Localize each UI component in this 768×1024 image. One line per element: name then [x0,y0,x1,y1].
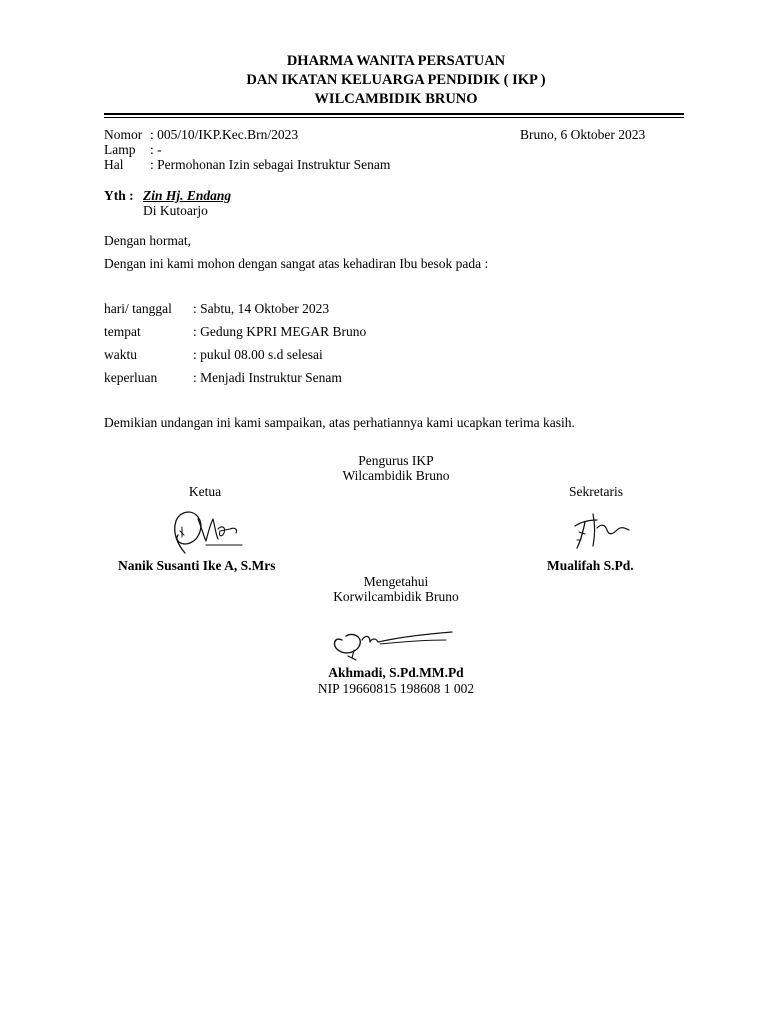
letterhead-line-2: DAN IKATAN KELUARGA PENDIDIK ( IKP ) [246,72,546,88]
letterhead-line-3: WILCAMBIDIK BRUNO [314,91,478,107]
org-line-2: Wilcambidik Bruno [342,468,450,483]
recipient-name: Zin Hj. Endang [143,188,232,203]
detail-value: : pukul 08.00 s.d selesai [193,347,323,362]
org-line-1: Pengurus IKP [358,453,434,468]
detail-value: : Sabtu, 14 Oktober 2023 [193,301,330,316]
letterhead-line-1: DHARMA WANITA PERSATUAN [286,53,506,69]
korwil-nip: NIP 19660815 198608 1 002 [317,681,475,696]
recipient-location: Di Kutoarjo [143,203,208,218]
detail-label: waktu [104,347,137,362]
salutation: Dengan hormat, [104,233,191,248]
nomor-label: Nomor [104,127,143,142]
detail-value: : Menjadi Instruktur Senam [193,370,342,385]
right-role: Sekretaris [569,484,623,499]
detail-label: hari/ tanggal [104,301,172,316]
korwil-name: Akhmadi, S.Pd.MM.Pd [328,665,464,680]
ack-line-2: Korwilcambidik Bruno [333,589,459,604]
lamp-label: Lamp [104,142,136,157]
sekretaris-name: Mualifah S.Pd. [547,558,634,573]
ack-line-1: Mengetahui [363,574,429,589]
letterhead-divider-thick [104,113,684,115]
place-date: Bruno, 6 Oktober 2023 [520,127,646,142]
sekretaris-signature [567,510,637,556]
intro-text: Dengan ini kami mohon dengan sangat atas kehadiran Ibu besok pada : [104,256,489,271]
letterhead-divider-thin [104,117,684,118]
lamp-value: : - [150,142,162,157]
ketua-name: Nanik Susanti Ike A, S.Mrs [118,558,276,573]
detail-label: keperluan [104,370,158,385]
closing-text: Demikian undangan ini kami sampaikan, atas perhatiannya kami ucapkan terima kasih. [104,415,575,430]
ketua-signature [160,505,245,557]
detail-label: tempat [104,324,141,339]
left-role: Ketua [188,484,222,499]
hal-value: : Permohonan Izin sebagai Instruktur Senam [150,157,391,172]
hal-label: Hal [104,157,124,172]
nomor-value: : 005/10/IKP.Kec.Brn/2023 [150,127,299,142]
detail-value: : Gedung KPRI MEGAR Bruno [193,324,367,339]
recipient-prefix: Yth : [104,188,134,203]
korwil-signature [328,620,460,666]
